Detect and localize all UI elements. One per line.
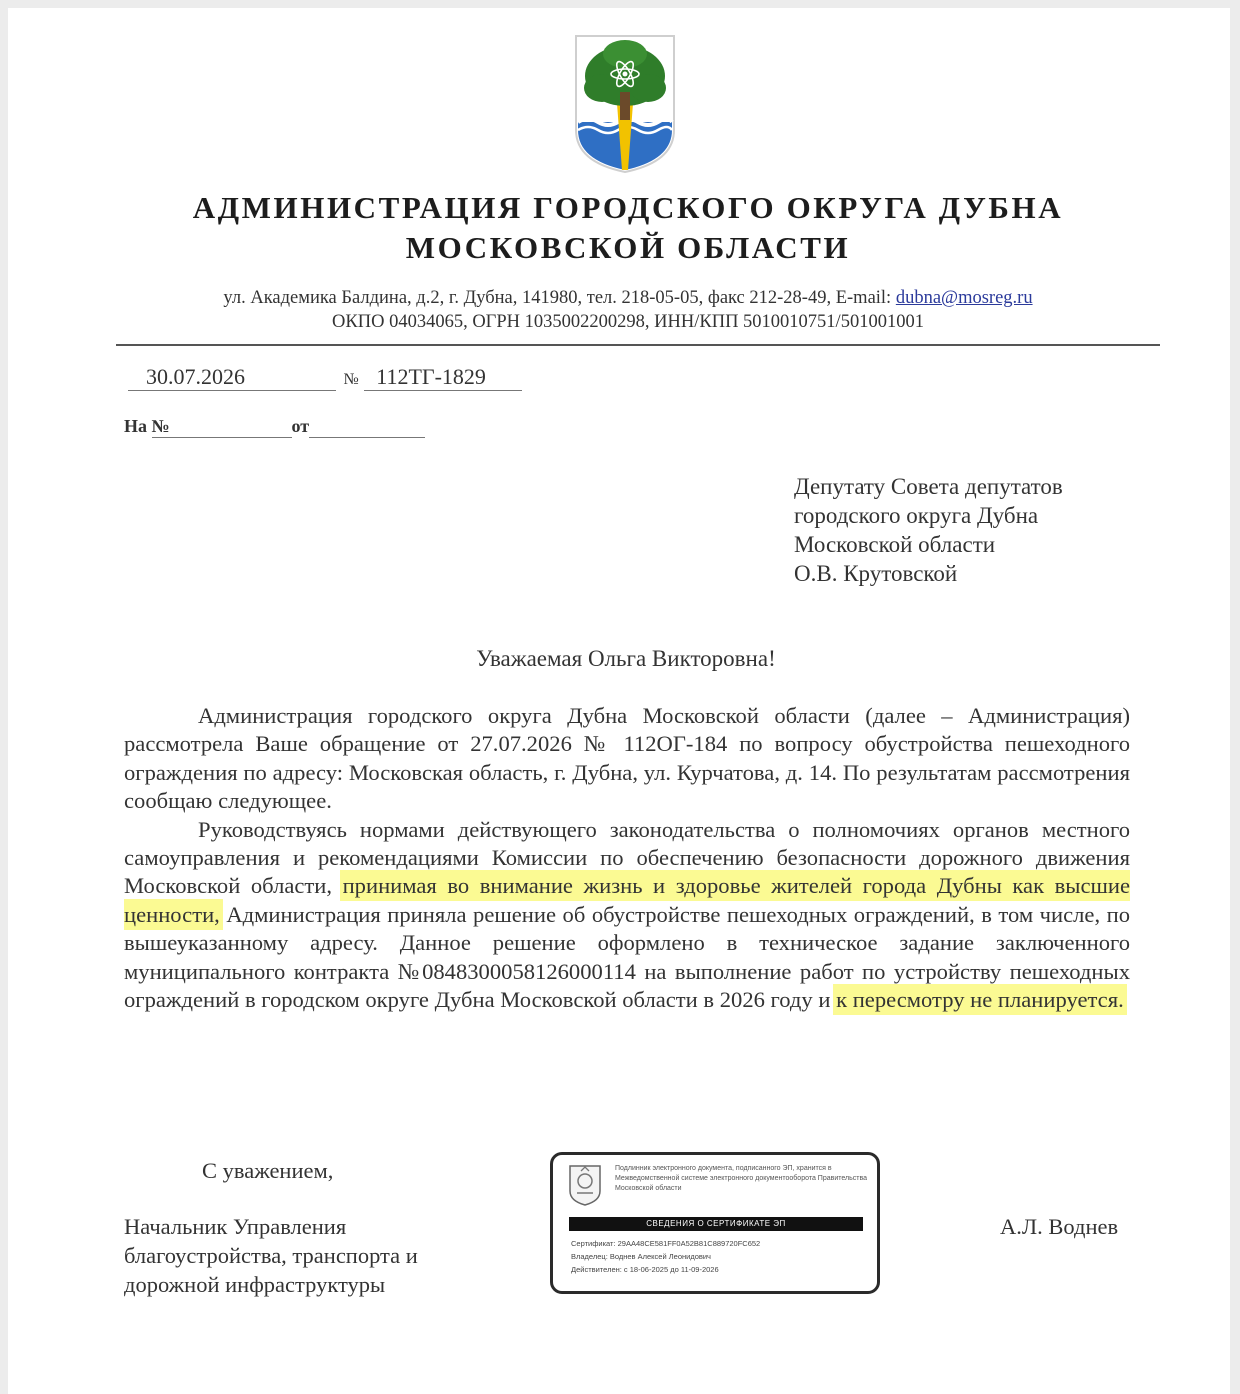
number-sign: № xyxy=(343,371,359,388)
stamp-certificate-header: СВЕДЕНИЯ О СЕРТИФИКАТЕ ЭП xyxy=(569,1217,863,1231)
reference-number-sign: № xyxy=(151,416,170,436)
org-contacts xyxy=(68,288,1188,309)
stamp-owner: Владелец: Воднев Алексей Леонидович xyxy=(571,1252,711,1261)
letter-page xyxy=(8,8,1230,1394)
reference-from: от xyxy=(291,416,310,436)
closing: С уважением, xyxy=(202,1158,334,1183)
addressee-line: О.В. Крутовской xyxy=(794,561,958,586)
highlight-no-revision: к пересмотру не планируется. xyxy=(836,987,1124,1013)
registration-line xyxy=(128,364,522,391)
org-title-line2: МОСКОВСКОЙ ОБЛАСТИ xyxy=(405,230,851,265)
addressee-line: городского округа Дубна xyxy=(794,503,1039,528)
position-line: дорожной инфраструктуры xyxy=(124,1272,386,1297)
body-paragraph-1: Администрация городского округа Дубна Московской области (далее – Администрация) рассмотрела Ваше обращение от 27.07.2026 № 112ОГ-184 по вопросу обустройства пешеходного ограждения по адресу: Московская область, г. Дубна, ул. Курчатова, д. 14. По результатам рассмотрения сообщаю следующее. xyxy=(124,703,1130,814)
addressee-line: Московской области xyxy=(794,532,996,557)
org-email-link[interactable]: dubna@mosreg.ru xyxy=(895,288,1033,308)
stamp-certificate-id: Сертификат: 29AA48CE581FF0A52B81C889720FC652 xyxy=(571,1239,761,1248)
body-p2-text-b: Администрация приняла решение об обустройстве пешеходных ограждений, в том числе, по вышеуказанному адресу. Данное решение оформлено в техническое задание заключенного муниципального контракта №0848300058126000114 на выполнение работ по устройству пешеходных ограждений в городском округе Дубна Московской области в 2026 году и xyxy=(124,901,1130,1013)
org-title-line1: АДМИНИСТРАЦИЯ ГОРОДСКОГО ОКРУГА ДУБНА xyxy=(192,190,1064,225)
reference-number-field xyxy=(152,416,292,438)
header-divider xyxy=(116,344,1160,346)
addressee-line: Депутату Совета депутатов xyxy=(794,474,1063,499)
reference-line xyxy=(124,416,425,438)
position-line: благоустройства, транспорта и xyxy=(124,1243,418,1268)
body-p2-text-a: Руководствуясь нормами действующего законодательства о полномочиях органов местного самоуправления и рекомендациями Комиссии по обеспечению безопасности дорожного движения Московской области, xyxy=(124,816,1130,899)
stamp-note: Подлинник электронного документа, подписанного ЭП, хранится в Межведомственной системе электронного документооборота Правительства Московской области xyxy=(615,1165,867,1192)
reference-date-field xyxy=(309,416,425,438)
greeting: Уважаемая Ольга Викторовна! xyxy=(476,646,776,671)
letter-date: 30.07.2026 xyxy=(128,364,336,391)
reference-prefix: На xyxy=(124,416,148,436)
org-codes: ОКПО 04034065, ОГРН 1035002200298, ИНН/КПП 5010010751/501001001 xyxy=(332,312,924,332)
addressee-block xyxy=(794,472,1063,588)
org-address: ул. Академика Балдина, д.2, г. Дубна, 141980, тел. 218-05-05, факс 212-28-49, E-mail: xyxy=(223,288,896,308)
stamp-certificate-info xyxy=(571,1237,871,1276)
signatory-position xyxy=(124,1212,418,1299)
e-signature-stamp xyxy=(550,1152,880,1294)
moscow-region-emblem-icon xyxy=(567,1163,603,1207)
body-paragraph-2 xyxy=(124,816,1130,1015)
position-line: Начальник Управления xyxy=(124,1214,347,1239)
highlight-values: принимая во внимание жизнь и здоровье жителей города Дубны как высшие ценности, xyxy=(124,873,1130,927)
letter-number: 112ТГ-1829 xyxy=(364,364,522,391)
letter-body xyxy=(124,702,1130,1014)
city-crest-icon xyxy=(570,30,680,176)
stamp-validity: Действителен: с 18-06-2025 до 11-09-2026 xyxy=(571,1265,719,1274)
signatory-name: А.Л. Воднев xyxy=(1000,1214,1119,1239)
